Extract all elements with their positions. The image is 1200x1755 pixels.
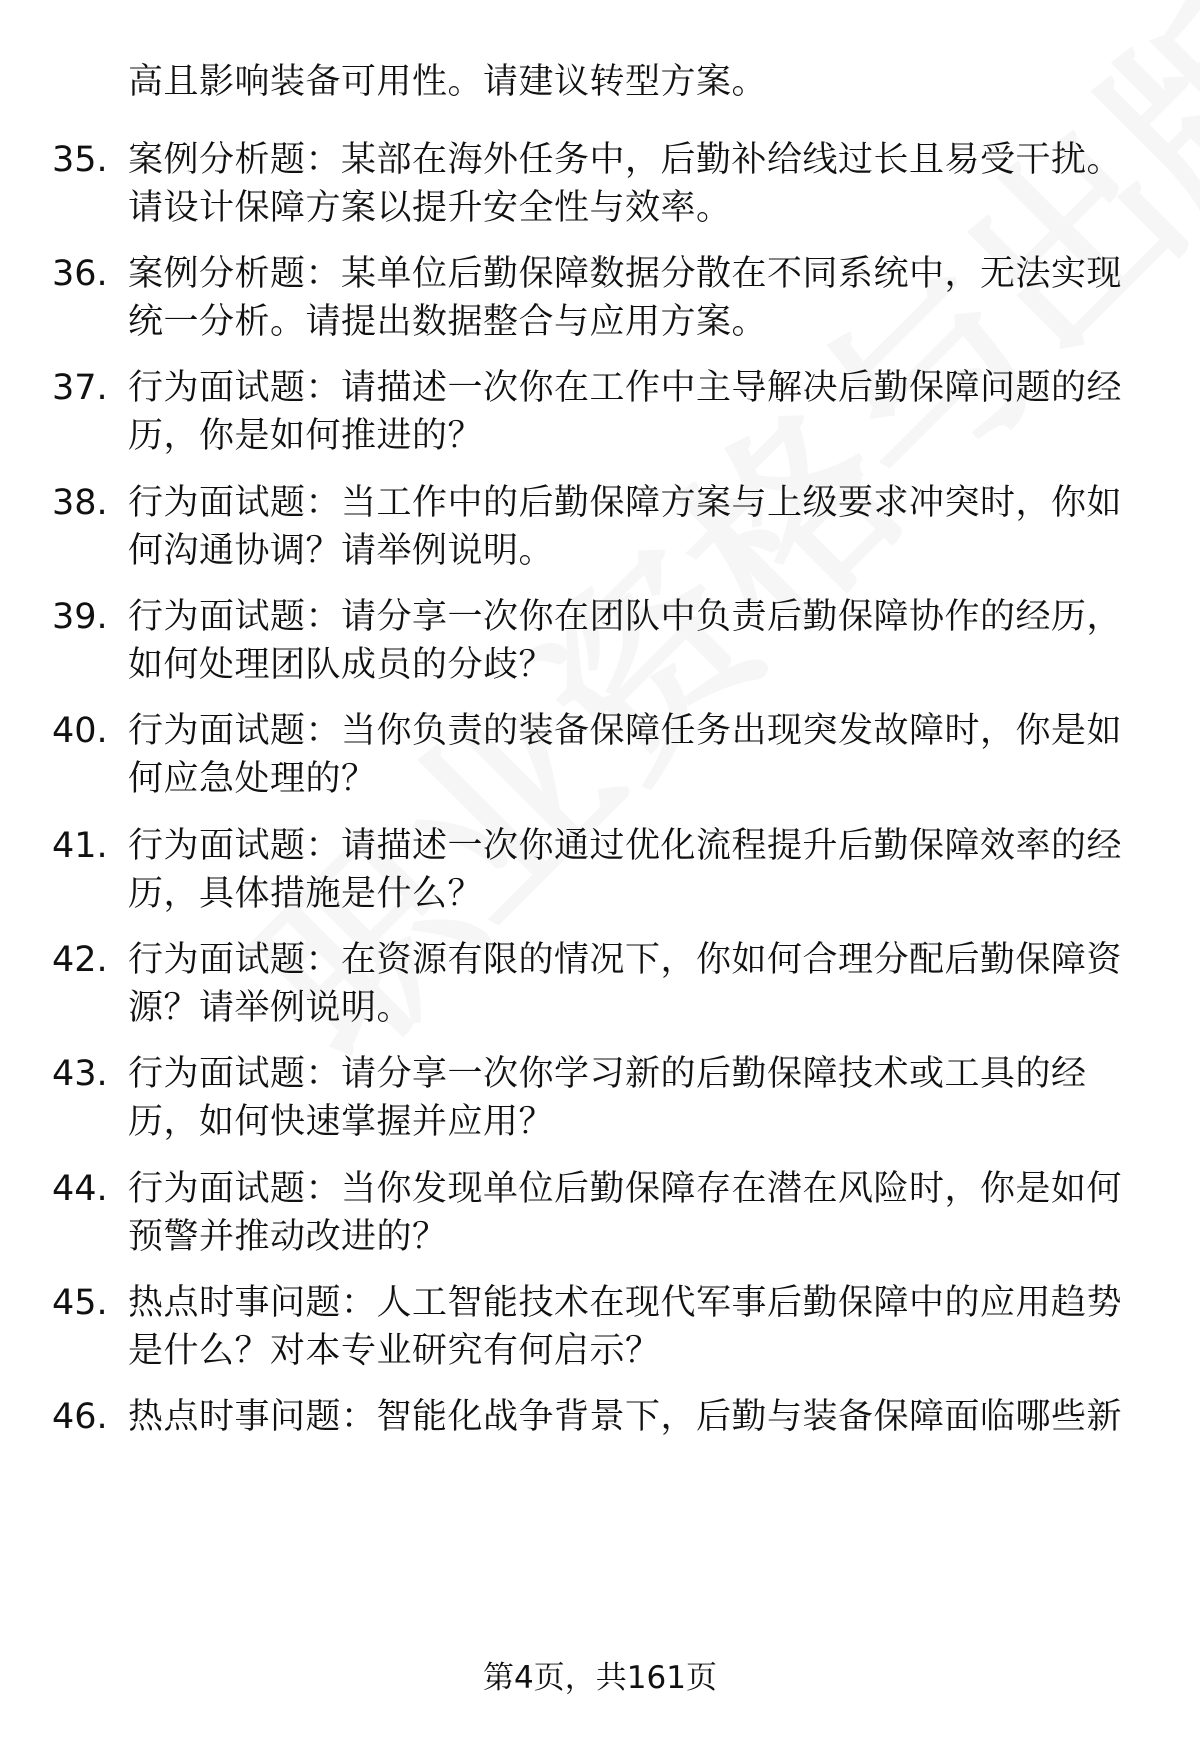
question-item [0,1279,1200,1379]
question-number: 38. [52,483,108,523]
question-text: 案例分析题：某单位后勤保障数据分散在不同系统中，无法实现统一分析。请提出数据整合与应用方案。 [128,254,1123,342]
question-text: 热点时事问题：人工智能技术在现代军事后勤保障中的应用趋势是什么？对本专业研究有何启示？ [128,1283,1123,1371]
question-item [0,707,1200,807]
question-number: 37. [52,368,108,408]
page-footer: 第4页，共161页 [483,1660,717,1696]
question-text: 行为面试题：当你发现单位后勤保障存在潜在风险时，你是如何预警并推动改进的？ [128,1169,1123,1257]
question-number: 39. [52,597,108,637]
question-number: 43. [52,1054,108,1094]
question-text: 行为面试题：请分享一次你在团队中负责后勤保障协作的经历，如何处理团队成员的分歧？ [128,597,1123,685]
question-number: 36. [52,254,108,294]
question-text: 行为面试题：当工作中的后勤保障方案与上级要求冲突时，你如何沟通协调？请举例说明。 [128,483,1123,571]
question-item [0,1050,1200,1150]
question-item [0,593,1200,693]
question-text: 行为面试题：在资源有限的情况下，你如何合理分配后勤保障资源？请举例说明。 [128,940,1123,1028]
question-text: 热点时事问题：智能化战争背景下，后勤与装备保障面临哪些新 [128,1397,1123,1437]
question-text: 行为面试题：当你负责的装备保障任务出现突发故障时，你是如何应急处理的？ [128,711,1123,799]
question-number: 45. [52,1283,108,1323]
question-text: 行为面试题：请描述一次你在工作中主导解决后勤保障问题的经历，你是如何推进的？ [128,368,1123,456]
question-item [0,1393,1200,1493]
question-number: 46. [52,1397,108,1437]
question-number: 41. [52,826,108,866]
question-item [0,136,1200,236]
question-item [0,822,1200,922]
question-number: 42. [52,940,108,980]
question-number: 35. [52,140,108,180]
question-number: 40. [52,711,108,751]
question-item [0,479,1200,579]
question-number: 44. [52,1169,108,1209]
continuation-line: 高且影响装备可用性。请建议转型方案。 [128,62,768,102]
question-item [0,936,1200,1036]
question-item [0,250,1200,350]
question-item [0,1165,1200,1265]
question-text: 行为面试题：请描述一次你通过优化流程提升后勤保障效率的经历，具体措施是什么？ [128,826,1123,914]
question-item [0,364,1200,464]
question-text: 行为面试题：请分享一次你学习新的后勤保障技术或工具的经历，如何快速掌握并应用？ [128,1054,1087,1142]
question-text: 案例分析题：某部在海外任务中，后勤补给线过长且易受干扰。请设计保障方案以提升安全性与效率。 [128,140,1123,228]
